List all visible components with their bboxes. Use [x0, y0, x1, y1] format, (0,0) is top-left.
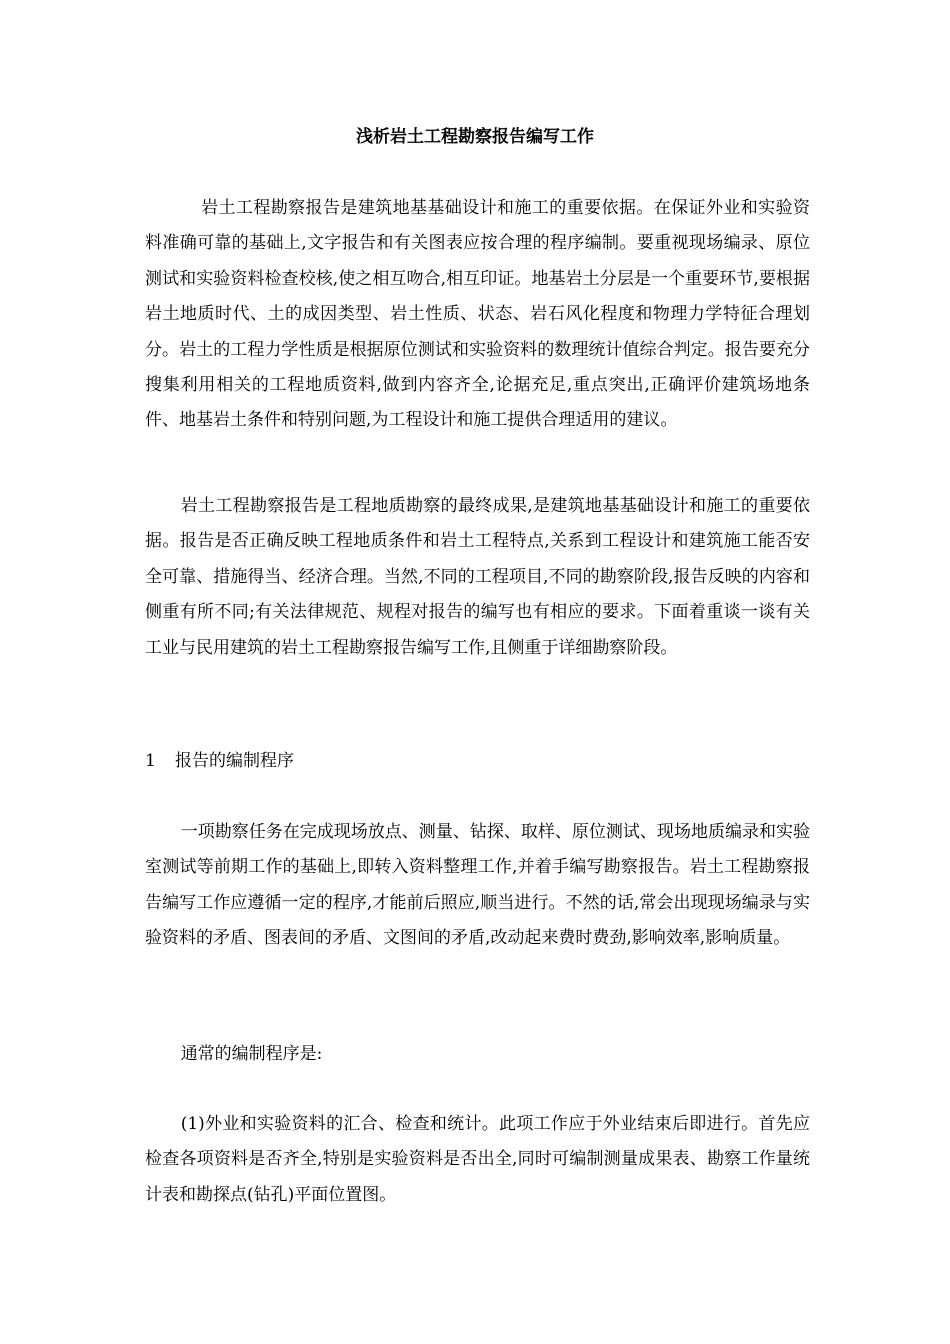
body-paragraph-4: (1)外业和实验资料的汇合、检查和统计。此项工作应于外业结束后即进行。首先应检查各项资料是否齐全,特别是实验资料是否出全,同时可编制测量成果表、勘察工作量统计表和勘探点(钻孔)平面位置图。	[145, 1114, 810, 1205]
intro-paragraph: 岩土工程勘察报告是建筑地基基础设计和施工的重要依据。在保证外业和实验资料准确可靠的基础上,文字报告和有关图表应按合理的程序编制。要重视现场编录、原位测试和实验资料检查校核,使之相互吻合,相互印证。地基岩土分层是一个重要环节,要根据岩土地质时代、土的成因类型、岩土性质、状态、岩石风化程度和物理力学特征合理划分。岩土的工程力学性质是根据原位测试和实验资料的数理统计值综合判定。报告要充分搜集利用相关的工程地质资料,做到内容齐全,论据充足,重点突出,正确评价建筑场地条件、地基岩土条件和特别问题,为工程设计和施工提供合理适用的建议。	[145, 198, 810, 431]
section-number: 1	[145, 751, 156, 771]
body-paragraph-1: 岩土工程勘察报告是工程地质勘察的最终成果,是建筑地基基础设计和施工的重要依据。报告是否正确反映工程地质条件和岩土工程特点,关系到工程设计和建筑施工能否安全可靠、措施得当、经济合理。当然,不同的工程项目,不同的勘察阶段,报告反映的内容和侧重有所不同;有关法律规范、规程对报告的编写也有相应的要求。下面着重谈一谈有关工业与民用建筑的岩土工程勘察报告编写工作,且侧重于详细勘察阶段。	[145, 496, 810, 658]
section-title: 报告的编制程序	[175, 751, 294, 771]
document-title: 浅析岩土工程勘察报告编写工作	[356, 127, 594, 147]
section-heading	[145, 746, 294, 776]
body-paragraph-3: 通常的编制程序是:	[180, 1044, 323, 1064]
body-paragraph-2: 一项勘察任务在完成现场放点、测量、钻探、取样、原位测试、现场地质编录和实验室测试等前期工作的基础上,即转入资料整理工作,并着手编写勘察报告。岩土工程勘察报告编写工作应遵循一定的程序,才能前后照应,顺当进行。不然的话,常会出现现场编录与实验资料的矛盾、图表间的矛盾、文图间的矛盾,改动起来费时费劲,影响效率,影响质量。	[145, 822, 810, 949]
